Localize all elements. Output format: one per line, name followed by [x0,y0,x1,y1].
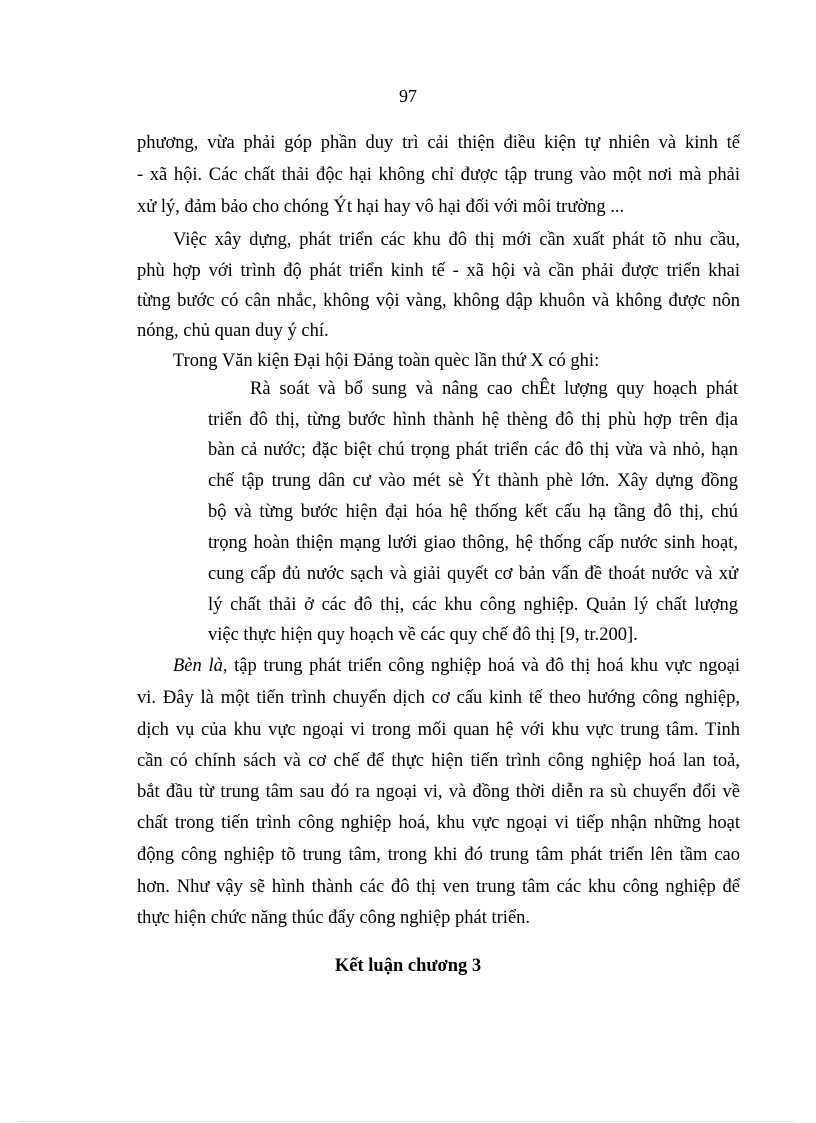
paragraph-line: cần có chính sách và cơ chế để thực hiện tiến trình công nghiệp hoá lan toả, [137,751,740,771]
paragraph-line: vi. Đây là một tiến trình chuyển dịch cơ cấu kinh tế theo hướng công nghiệp, [137,688,740,708]
paragraph-line: phù hợp với trình độ phát triển kinh tế - xã hội và cần phải được triển khai [137,261,740,281]
paragraph-line: - xã hội. Các chất thải độc hại không chỉ được tập trung vào một nơi mà phải [137,165,740,185]
paragraph-line [173,655,740,677]
quote-line: triển đô thị, từng bước hình thành hệ thèng đô thị phù hợp trên địa [208,410,738,430]
paragraph-line: từng bước có cân nhắc, không vội vàng, không dập khuôn và không được nôn [137,291,740,311]
paragraph-line: động công nghiệp tõ trung tâm, trong khi đó trung tâm phát triển lên tầm cao [137,845,740,865]
paragraph-line: thực hiện chức năng thúc đẩy công nghiệp phát triển. [137,908,531,928]
quote-line: Rà soát và bổ sung và nâng cao chÊt lượng quy hoạch phát [250,379,738,399]
paragraph-line: xử lý, đảm bảo cho chóng Ýt hại hay vô hại đối với môi trường ... [137,197,625,217]
section-heading: Kết luận chương 3 [334,956,482,976]
page-number: 97 [399,86,417,106]
paragraph-line: chất trong tiến trình công nghiệp hoá, khu vực ngoại vi tiếp nhận những hoạt [137,813,740,833]
paragraph-line: dịch vụ của khu vực ngoại vi trong mối quan hệ với khu vực trung tâm. Tỉnh [137,720,740,740]
paragraph-line: Việc xây dựng, phát triển các khu đô thị mới cần xuất phát tõ nhu cầu, [173,230,740,250]
quote-line: trọng hoàn thiện mạng lưới giao thông, hệ thống cấp nước sinh hoạt, [208,533,738,553]
page-bottom-rule [20,1121,796,1122]
quote-line: chế tập trung dân cư vào mét sè Ýt thành phè lớn. Xây dựng đồng [208,471,738,491]
quote-line: cung cấp đủ nước sạch và giải quyết cơ bản vấn đề thoát nước và xử [208,564,738,584]
paragraph-line-rest: , tập trung phát triển công nghiệp hoá và đô thị hoá khu vực ngoại [222,656,740,676]
quote-line: lý chất thải ở các đô thị, các khu công nghiệp. Quản lý chất lượng [208,595,738,615]
paragraph-line: hơn. Như vậy sẽ hình thành các đô thị ven trung tâm các khu công nghiệp để [137,877,740,897]
paragraph-line: bắt đầu từ trung tâm sau đó ra ngoại vi, và đồng thời diễn ra sù chuyển đổi về [137,782,740,802]
paragraph-line: nóng, chủ quan duy ý chí. [137,321,329,341]
quote-line: việc thực hiện quy hoạch về các quy chế đô thị [9, tr.200]. [208,625,638,645]
italic-lead: Bèn là [173,656,223,676]
quote-line: bộ và từng bước hiện đại hóa hệ thống kết cấu hạ tầng đô thị, chú [208,502,738,522]
paragraph-line: Trong Văn kiện Đại hội Đảng toàn quèc lần thứ X có ghi: [173,351,600,371]
quote-line: bàn cả nước; đặc biệt chú trọng phát triển các đô thị vừa và nhỏ, hạn [208,440,738,460]
paragraph-line: phương, vừa phải góp phần duy trì cải thiện điều kiện tự nhiên và kinh tế [137,133,740,153]
